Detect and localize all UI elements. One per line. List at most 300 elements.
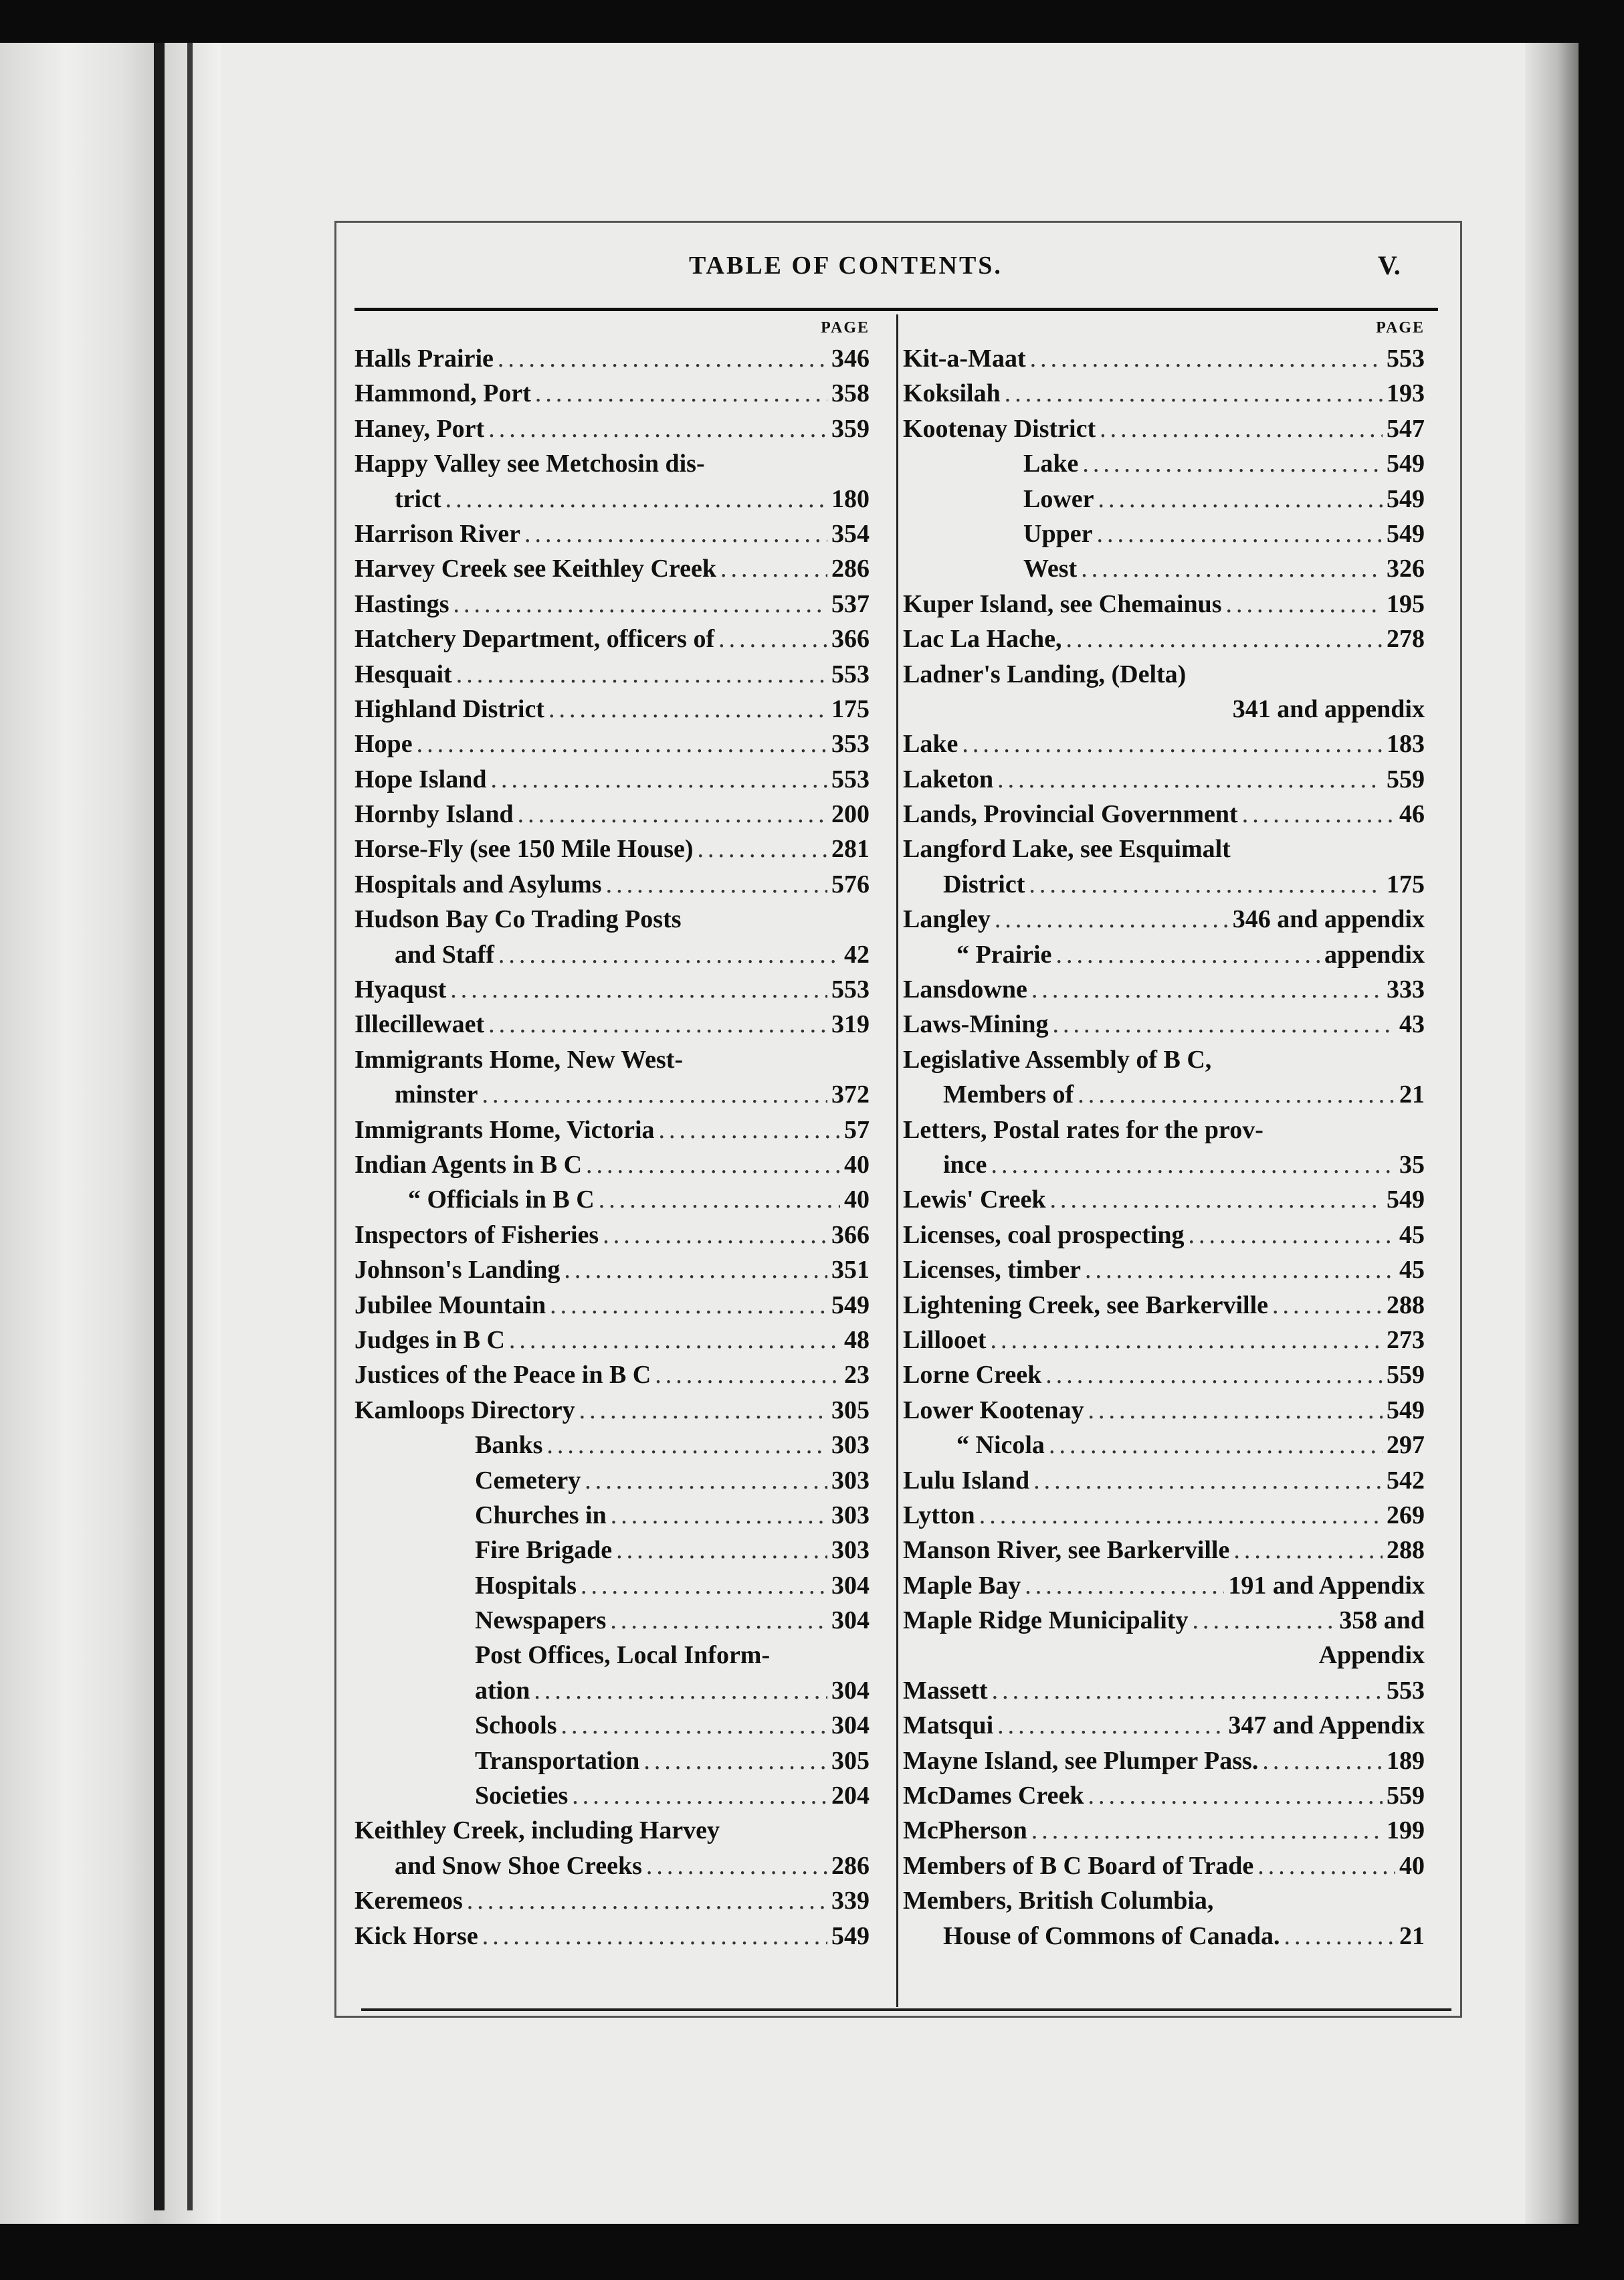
entry-page-number: 549 (1387, 450, 1425, 478)
entry-label: Hammond, Port (354, 379, 531, 408)
entry-page-number: 354 (831, 519, 870, 548)
contents-entry (354, 1743, 870, 1778)
entry-page-number: 303 (831, 1466, 870, 1495)
entry-page-number: 304 (831, 1571, 870, 1600)
contents-entry (354, 832, 870, 866)
contents-entry (354, 1533, 870, 1568)
dot-leader (1284, 1919, 1395, 1954)
contents-entry (903, 1218, 1425, 1252)
contents-entry (903, 1252, 1425, 1287)
header-rule (354, 308, 1438, 311)
contents-entry (903, 1708, 1425, 1743)
dot-leader (997, 1708, 1224, 1743)
entry-label: minster (395, 1080, 478, 1109)
entry-label: McDames Creek (903, 1782, 1084, 1810)
contents-column-right (903, 314, 1425, 1954)
entry-label: Hornby Island (354, 800, 514, 829)
entry-page-number: 183 (1387, 730, 1425, 759)
contents-entry (903, 1357, 1425, 1392)
entry-label: Harrison River (354, 519, 521, 548)
contents-entry (354, 1498, 870, 1533)
entry-label: Licenses, coal prospecting (903, 1220, 1185, 1249)
dot-leader (997, 762, 1383, 797)
entry-page-number: 288 (1387, 1536, 1425, 1565)
dot-leader (498, 341, 827, 376)
dot-leader (445, 482, 827, 516)
entry-label: Fire Brigade (475, 1536, 613, 1565)
contents-entry (354, 1463, 870, 1498)
column-heading: PAGE (1376, 319, 1425, 337)
entry-label: ation (475, 1676, 530, 1705)
entry-label: “ Nicola (956, 1431, 1045, 1460)
contents-entry (903, 1042, 1425, 1077)
entry-label: Lillooet (903, 1325, 987, 1354)
entry-page-number: 191 and Appendix (1228, 1571, 1425, 1600)
dot-leader (417, 727, 827, 761)
dot-leader (1226, 587, 1383, 622)
contents-entry (903, 797, 1425, 832)
contents-entry (354, 482, 870, 516)
dot-leader (992, 1673, 1383, 1708)
dot-leader (659, 1113, 840, 1147)
entry-page-number: 553 (1387, 345, 1425, 373)
contents-entry (354, 1218, 870, 1252)
entry-page-number: 304 (831, 1606, 870, 1635)
contents-entry (354, 1288, 870, 1323)
contents-entry (354, 1042, 870, 1077)
contents-entry (903, 1568, 1425, 1603)
entry-page-number: 304 (831, 1676, 870, 1705)
dot-leader (1096, 516, 1383, 551)
contents-entry (903, 1147, 1425, 1182)
contents-entry (354, 1323, 870, 1357)
entry-page-number: 366 (831, 625, 870, 654)
entry-page-number: 559 (1387, 765, 1425, 793)
entry-label: and Snow Shoe Creeks (395, 1851, 642, 1880)
entry-page-number: 286 (831, 555, 870, 583)
entry-page-number: 21 (1399, 1921, 1425, 1950)
column-divider (896, 314, 898, 2007)
dot-leader (1025, 1568, 1224, 1603)
dot-leader (585, 1463, 827, 1498)
entry-label: Banks (475, 1431, 543, 1460)
dot-leader (1085, 1252, 1395, 1287)
entry-label: Illecillewaet (354, 1010, 485, 1039)
entry-page-number: 57 (844, 1115, 870, 1144)
entry-label: District (943, 870, 1025, 898)
dot-leader (1005, 376, 1383, 411)
dot-leader (586, 1147, 840, 1182)
contents-entry (903, 1638, 1425, 1673)
contents-entry (903, 832, 1425, 866)
contents-entry (903, 1533, 1425, 1568)
dot-leader (548, 692, 827, 727)
entry-page-number: 40 (844, 1185, 870, 1214)
entry-label: Post Offices, Local Inform- (475, 1641, 771, 1670)
entry-page-number: 358 and (1339, 1606, 1425, 1635)
contents-entry (903, 1919, 1425, 1954)
contents-entry (903, 727, 1425, 761)
contents-entry (354, 1708, 870, 1743)
dot-leader (1272, 1288, 1383, 1323)
contents-entry (903, 762, 1425, 797)
entry-page-number: 297 (1387, 1431, 1425, 1460)
dot-leader (1188, 1218, 1395, 1252)
entry-label: “ Prairie (956, 940, 1052, 969)
contents-entry (903, 587, 1425, 622)
contents-entry (354, 1113, 870, 1147)
contents-entry (903, 1743, 1425, 1778)
contents-entry (903, 482, 1425, 516)
dot-leader (995, 902, 1229, 937)
entry-label: trict (395, 484, 441, 513)
dot-leader (579, 1393, 827, 1428)
footer-rule (361, 2008, 1451, 2011)
entry-page-number: 359 (831, 414, 870, 443)
dot-leader (546, 1428, 827, 1462)
dot-leader (1088, 1778, 1383, 1813)
entry-label: McPherson (903, 1816, 1027, 1845)
contents-entry (903, 1007, 1425, 1042)
entry-label: Jubilee Mountain (354, 1291, 546, 1319)
contents-entry (903, 972, 1425, 1007)
dot-leader (524, 516, 827, 551)
entry-page-number: 281 (831, 835, 870, 864)
contents-entry (354, 1673, 870, 1708)
dot-leader (518, 797, 827, 832)
entry-page-number: 542 (1387, 1466, 1425, 1495)
dot-leader (561, 1708, 827, 1743)
entry-page-number: 35 (1399, 1150, 1425, 1179)
entry-page-number: 347 and Appendix (1228, 1711, 1425, 1740)
dot-leader (1052, 1007, 1395, 1042)
entry-label: Lower Kootenay (903, 1396, 1084, 1424)
dot-leader (1192, 1603, 1335, 1638)
entry-label: Societies (475, 1782, 569, 1810)
entry-label: Kootenay District (903, 414, 1096, 443)
contents-entry (354, 1007, 870, 1042)
contents-entry (354, 1883, 870, 1918)
entry-page-number: 40 (1399, 1851, 1425, 1880)
entry-page-number: 175 (1387, 870, 1425, 898)
dot-leader (991, 1323, 1383, 1357)
contents-entry (354, 1393, 870, 1428)
entry-label: Kuper Island, see Chemainus (903, 589, 1222, 618)
dot-leader (1065, 622, 1383, 656)
entry-label: Haney, Port (354, 414, 485, 443)
entry-label: Laws-Mining (903, 1010, 1049, 1039)
contents-entry (354, 1182, 870, 1217)
entry-page-number: 353 (831, 730, 870, 759)
contents-entry (903, 1077, 1425, 1112)
entry-page-number: 45 (1399, 1220, 1425, 1249)
entry-label: and Staff (395, 940, 494, 969)
contents-entry (354, 1848, 870, 1883)
entry-page-number: 553 (831, 765, 870, 793)
contents-entry (903, 1428, 1425, 1462)
dot-leader (720, 551, 827, 586)
entry-label: Kit-a-Maat (903, 345, 1026, 373)
entry-label: Members of (943, 1080, 1074, 1109)
entry-label: Hope Island (354, 765, 487, 793)
entry-label: Matsqui (903, 1711, 994, 1740)
contents-entry (354, 727, 870, 761)
entry-label: Newspapers (475, 1606, 607, 1635)
dot-leader (1088, 1393, 1383, 1428)
binding-shadow (154, 43, 165, 2210)
dot-leader (1100, 411, 1383, 446)
entry-label: Inspectors of Fisheries (354, 1220, 599, 1249)
entry-label: Highland District (354, 694, 544, 723)
contents-entry (354, 1813, 870, 1848)
entry-label: Hudson Bay Co Trading Posts (354, 905, 682, 934)
entry-page-number: 559 (1387, 1361, 1425, 1390)
entry-page-number: 286 (831, 1851, 870, 1880)
entry-page-number: 40 (844, 1150, 870, 1179)
contents-entry (903, 551, 1425, 586)
entry-page-number: 553 (831, 660, 870, 688)
dot-leader (1262, 1743, 1383, 1778)
contents-entry (903, 1778, 1425, 1813)
contents-entry (354, 1077, 870, 1112)
dot-leader (1030, 341, 1383, 376)
entry-label: Licenses, timber (903, 1256, 1081, 1285)
entry-label: Kick Horse (354, 1921, 478, 1950)
dot-leader (482, 1077, 827, 1112)
entry-label: Hesquait (354, 660, 452, 688)
dot-leader (1242, 797, 1395, 832)
entry-label: Members, British Columbia, (903, 1887, 1214, 1915)
dot-leader (1078, 1077, 1395, 1112)
entry-page-number: 180 (831, 484, 870, 513)
entry-label: Judges in B C (354, 1325, 505, 1354)
dot-leader (490, 762, 827, 797)
contents-entry (903, 411, 1425, 446)
contents-entry (903, 1463, 1425, 1498)
contents-entry (354, 376, 870, 411)
contents-entry (903, 1673, 1425, 1708)
entry-label: Johnson's Landing (354, 1256, 561, 1285)
entry-label: Lake (903, 730, 958, 759)
entry-label: Manson River, see Barkerville (903, 1536, 1230, 1565)
dot-leader (550, 1288, 827, 1323)
entry-label: Keremeos (354, 1887, 463, 1915)
contents-entry (903, 1813, 1425, 1848)
dot-leader (456, 657, 827, 692)
entry-label: Keithley Creek, including Harvey (354, 1816, 720, 1845)
dot-leader (467, 1883, 827, 1918)
entry-label: Horse-Fly (see 150 Mile House) (354, 835, 694, 864)
dot-leader (572, 1778, 827, 1813)
entry-page-number: appendix (1324, 940, 1425, 969)
entry-label: Hospitals (475, 1571, 577, 1600)
dot-leader (655, 1357, 840, 1392)
entry-label: Cemetery (475, 1466, 581, 1495)
entry-label: “ Officials in B C (408, 1185, 595, 1214)
contents-entry (903, 516, 1425, 551)
entry-label: Lorne Creek (903, 1361, 1042, 1390)
contents-entry (354, 516, 870, 551)
contents-entry (903, 1323, 1425, 1357)
entry-page-number: 200 (831, 800, 870, 829)
entry-page-number: 199 (1387, 1816, 1425, 1845)
entry-label: Langley (903, 905, 991, 934)
entry-page-number: 366 (831, 1220, 870, 1249)
entry-label: Justices of the Peace in B C (354, 1361, 651, 1390)
entry-page-number: 278 (1387, 625, 1425, 654)
entry-page-number: 549 (831, 1921, 870, 1950)
dot-leader (610, 1603, 827, 1638)
entry-label: Legislative Assembly of B C, (903, 1045, 1212, 1074)
dot-leader (498, 937, 840, 972)
entry-label: Hyaqust (354, 975, 447, 1004)
contents-entry (903, 937, 1425, 972)
entry-page-number: 559 (1387, 1782, 1425, 1810)
dot-leader (1082, 446, 1383, 481)
entry-page-number: 341 and appendix (1232, 694, 1425, 723)
running-head: TABLE OF CONTENTS. (689, 252, 1003, 280)
dot-leader (1033, 1463, 1383, 1498)
entry-label: Immigrants Home, Victoria (354, 1115, 655, 1144)
entry-page-number: 547 (1387, 414, 1425, 443)
contents-entry (354, 1568, 870, 1603)
entry-label: Letters, Postal rates for the prov- (903, 1115, 1263, 1144)
entry-page-number: 43 (1399, 1010, 1425, 1039)
column-heading: PAGE (821, 319, 870, 337)
contents-entry (354, 937, 870, 972)
contents-entry (354, 867, 870, 902)
dot-leader (718, 622, 827, 656)
entry-label: Langford Lake, see Esquimalt (903, 835, 1231, 864)
entry-page-number: 549 (1387, 1396, 1425, 1424)
entry-label: Lands, Provincial Government (903, 800, 1238, 829)
contents-entry (903, 902, 1425, 937)
entry-page-number: 303 (831, 1431, 870, 1460)
contents-entry (354, 1778, 870, 1813)
dot-leader (564, 1252, 827, 1287)
entry-label: ince (943, 1150, 987, 1179)
dot-leader (509, 1323, 840, 1357)
contents-entry (903, 1393, 1425, 1428)
entry-label: Hope (354, 730, 413, 759)
dot-leader (599, 1182, 840, 1217)
entry-page-number: 346 (831, 345, 870, 373)
entry-page-number: 305 (831, 1396, 870, 1424)
dot-leader (1029, 867, 1383, 902)
entry-page-number: 46 (1399, 800, 1425, 829)
entry-label: Lower (1023, 484, 1094, 513)
entry-label: Lytton (903, 1501, 975, 1529)
contents-entry (354, 341, 870, 376)
dot-leader (643, 1743, 827, 1778)
entry-label: Ladner's Landing, (Delta) (903, 660, 1187, 688)
entry-page-number: 45 (1399, 1256, 1425, 1285)
entry-page-number: 339 (831, 1887, 870, 1915)
page-edge (1525, 43, 1579, 2224)
contents-entry (354, 1147, 870, 1182)
entry-label: Immigrants Home, New West- (354, 1045, 684, 1074)
entry-label: Maple Bay (903, 1571, 1021, 1600)
entry-page-number: Appendix (1318, 1641, 1425, 1670)
dot-leader (991, 1147, 1395, 1182)
contents-entry (354, 446, 870, 481)
contents-entry (354, 551, 870, 586)
entry-page-number: 333 (1387, 975, 1425, 1004)
entry-label: Schools (475, 1711, 557, 1740)
contents-entry (354, 1919, 870, 1954)
contents-entry (903, 1113, 1425, 1147)
entry-label: Hastings (354, 589, 449, 618)
contents-entry (354, 972, 870, 1007)
dot-leader (450, 972, 827, 1007)
contents-column-left (354, 314, 870, 1954)
binding-shadow-secondary (187, 43, 193, 2210)
dot-leader (482, 1919, 827, 1954)
entry-label: Indian Agents in B C (354, 1150, 583, 1179)
entry-label: Kamloops Directory (354, 1396, 575, 1424)
dot-leader (979, 1498, 1383, 1533)
entry-page-number: 204 (831, 1782, 870, 1810)
entry-page-number: 189 (1387, 1746, 1425, 1775)
entry-page-number: 346 and appendix (1232, 905, 1425, 934)
dot-leader (1031, 1813, 1383, 1848)
contents-entry (354, 1357, 870, 1392)
entry-page-number: 21 (1399, 1080, 1425, 1109)
entry-page-number: 304 (831, 1711, 870, 1740)
dot-leader (1045, 1357, 1383, 1392)
contents-entry (354, 1603, 870, 1638)
entry-page-number: 303 (831, 1501, 870, 1529)
dot-leader (535, 376, 827, 411)
entry-page-number: 372 (831, 1080, 870, 1109)
dot-leader (453, 587, 827, 622)
contents-entry (354, 902, 870, 937)
entry-label: Transportation (475, 1746, 640, 1775)
entry-label: Members of B C Board of Trade (903, 1851, 1254, 1880)
dot-leader (616, 1533, 827, 1568)
entry-page-number: 288 (1387, 1291, 1425, 1319)
entry-page-number: 193 (1387, 379, 1425, 408)
entry-page-number: 269 (1387, 1501, 1425, 1529)
entry-label: Harvey Creek see Keithley Creek (354, 555, 716, 583)
contents-entry (354, 1638, 870, 1673)
entry-page-number: 549 (1387, 484, 1425, 513)
entry-label: House of Commons of Canada. (943, 1921, 1280, 1950)
entry-page-number: 553 (831, 975, 870, 1004)
contents-entry (903, 446, 1425, 481)
contents-entry (903, 1498, 1425, 1533)
entry-page-number: 195 (1387, 589, 1425, 618)
entry-page-number: 358 (831, 379, 870, 408)
entry-page-number: 48 (844, 1325, 870, 1354)
entry-page-number: 537 (831, 589, 870, 618)
dot-leader (698, 832, 827, 866)
entry-label: Lac La Hache, (903, 625, 1062, 654)
dot-leader (603, 1218, 827, 1252)
entry-page-number: 303 (831, 1536, 870, 1565)
contents-entry (354, 657, 870, 692)
entry-label: Lake (1023, 450, 1079, 478)
contents-entry (903, 867, 1425, 902)
entry-label: Churches in (475, 1501, 607, 1529)
contents-entry (903, 341, 1425, 376)
dot-leader (488, 1007, 827, 1042)
entry-page-number: 549 (1387, 519, 1425, 548)
entry-page-number: 175 (831, 694, 870, 723)
dot-leader (646, 1848, 827, 1883)
entry-page-number: 273 (1387, 1325, 1425, 1354)
entry-label: Koksilah (903, 379, 1001, 408)
